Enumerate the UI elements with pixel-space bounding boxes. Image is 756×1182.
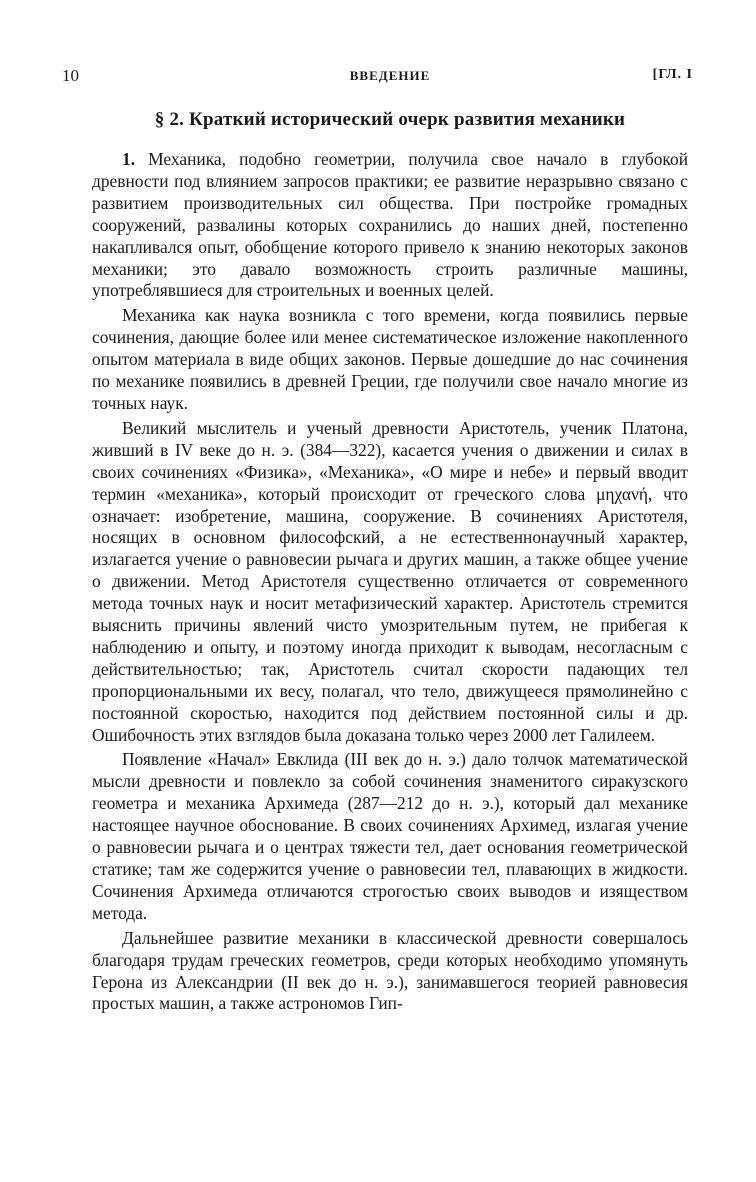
chapter-reference: [ГЛ. I <box>652 67 693 82</box>
body-text <box>92 149 688 1018</box>
paragraph <box>92 418 688 747</box>
paragraph-text: Механика, подобно геометрии, получила свое начало в глубокой древности под влиянием запросов практики; ее развитие неразрывно связано с развитием производительных сил общества. При постройке громадных сооружений, развалины которых сохранились до наших дней, постепенно накапливался опыт, обобщение которого привело к знанию некоторых законов механики; это давало возможность строить различные машины, употреблявшиеся для строительных и военных целей. <box>92 149 688 301</box>
page-number: 10 <box>62 66 79 85</box>
running-header <box>62 66 693 86</box>
paragraph-text: Дальнейшее развитие механики в классической древности совершалось благодаря трудам греческих геометров, среди которых необходимо упомянуть Герона из Александрии (II век до н. э.), занимавшегося теорией равновесия простых машин, а также астрономов Гип- <box>92 927 688 1014</box>
running-section-title: ВВЕДЕНИЕ <box>349 68 431 83</box>
paragraph-text: Механика как наука возникла с того времени, когда появились первые сочинения, дающие более или менее систематическое изложение накопленного опытом материала в виде общих законов. Первые дошедшие до нас сочинения по механике появились в древней Греции, где получили свое начало многие из точных наук. <box>92 305 688 413</box>
paragraph <box>92 928 688 1016</box>
paragraph <box>92 305 688 415</box>
paragraph-text: Появление «Начал» Евклида (III век до н. э.) дало толчок математической мысли древности и повлекло за собой сочинения знаменитого сиракузского геометра и механика Архимеда (287—212 до н. э.), который дал механике настоящее научное обоснование. В своих сочинениях Архимед, излагая учение о равновесии рычага и о центрах тяжести тел, дает основания геометрической статике; там же содержится учение о равновесии тел, плавающих в жидкости. Сочинения Архимеда отличаются строгостью своих выводов и изяществом метода. <box>92 749 688 923</box>
paragraph <box>92 149 688 302</box>
paragraph-text: Великий мыслитель и ученый древности Аристотель, ученик Платона, живший в IV веке до н. э. (384—322), касается учения о движении и силах в своих сочинениях «Физика», «Механика», «О мире и небе» и первый вводит термин «механика», который происходит от греческого слова μηχανή, что означает: изобретение, машина, сооружение. В сочинениях Аристотеля, носящих в основном философский, а не естественнонаучный характер, излагается учение о равновесии рычага и других машин, а также общее учение о движении. Метод Аристотеля существенно отличается от современного метода точных наук и носит метафизический характер. Аристотель стремится выяснить причины явлений чисто умозрительным путем, не прибегая к наблюдению и опыту, и поэтому иногда приходит к выводам, несогласным с действительностью; так, Аристотель считал скорости падающих тел пропорциональными их весу, полагал, что тело, движущееся прямолинейно с постоянной скоростью, находится под действием постоянной силы и др. Ошибочность этих взглядов была доказана только через 2000 лет Галилеем. <box>92 417 688 745</box>
paragraph-number: 1. <box>122 149 136 169</box>
section-heading: § 2. Краткий исторический очерк развития механики <box>154 109 626 130</box>
paragraph <box>92 749 688 924</box>
